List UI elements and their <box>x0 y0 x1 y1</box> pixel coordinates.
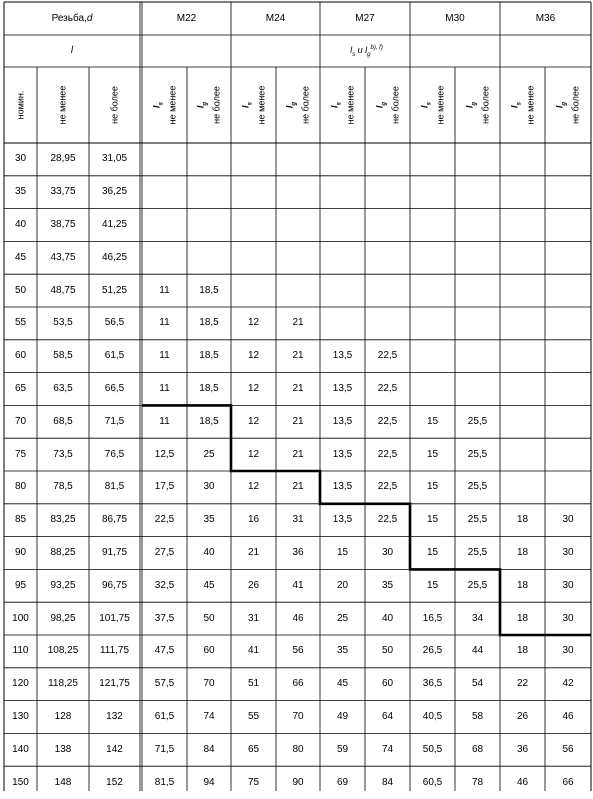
cell-lg <box>365 274 410 307</box>
cell-nom: 70 <box>14 415 27 427</box>
cell-lg: 74 <box>203 710 215 722</box>
cell-nom: 90 <box>14 546 27 558</box>
cell-lg: 31 <box>292 514 304 526</box>
cell-lg: 21 <box>292 317 304 329</box>
cell-ls <box>500 307 545 340</box>
col-header-lg: $l_g$ не более <box>195 86 222 124</box>
cell-ls: 17,5 <box>154 481 175 493</box>
cell-lg: 21 <box>292 448 304 460</box>
cell-ls: 40,5 <box>422 710 443 722</box>
cell-ls <box>500 209 545 242</box>
cell-lg <box>365 143 410 176</box>
cell-ls <box>500 274 545 307</box>
cell-ls: 18 <box>516 579 529 591</box>
cell-ls: 15 <box>426 546 439 558</box>
cell-ls: 36 <box>516 743 529 755</box>
cell-ls: 15 <box>426 579 439 591</box>
cell-lg <box>187 241 231 274</box>
cell-lg: 41 <box>292 579 304 591</box>
cell-ls: 59 <box>336 743 349 755</box>
cell-lg: 18,5 <box>199 415 219 427</box>
cell-min: 148 <box>54 776 72 788</box>
cell-nom: 120 <box>12 678 29 690</box>
cell-ls <box>500 373 545 406</box>
cell-ls: 13,5 <box>332 350 353 362</box>
cell-lg <box>365 241 410 274</box>
col-header-lg: $l_g$ не более <box>464 86 490 124</box>
cell-min: 118,25 <box>48 678 78 690</box>
cell-ls: 15 <box>426 481 439 493</box>
cell-nom: 110 <box>12 645 29 657</box>
cell-ls <box>410 373 455 406</box>
cell-lg: 30 <box>562 546 574 558</box>
cell-ls: 69 <box>336 776 349 788</box>
cell-lg: 25,5 <box>467 546 488 558</box>
cell-nom: 45 <box>14 251 27 263</box>
cell-ls: 13,5 <box>332 415 353 427</box>
cell-min: 38,75 <box>50 218 76 230</box>
cell-ls <box>320 143 365 176</box>
cell-ls: 18 <box>516 546 529 558</box>
cell-lg <box>187 143 231 176</box>
cell-max: 41,25 <box>101 218 128 230</box>
cell-lg <box>545 405 591 438</box>
cell-min: 138 <box>54 743 72 755</box>
col-header-ls: $l_s$ не менее <box>151 85 177 125</box>
cell-lg <box>455 241 500 274</box>
cell-min: 63,5 <box>53 382 73 394</box>
cell-max: 66,5 <box>104 382 125 394</box>
cell-min: 58,5 <box>53 350 73 362</box>
ls-lg-header <box>142 35 591 67</box>
cell-nom: 85 <box>14 514 27 526</box>
cell-ls: 15 <box>426 415 439 427</box>
cell-ls: 71,5 <box>154 743 175 755</box>
col-header-max: не более <box>109 86 119 124</box>
cell-ls: 15 <box>336 546 349 558</box>
cell-lg: 44 <box>471 645 484 657</box>
cell-ls <box>142 209 187 242</box>
cell-lg: 22,5 <box>377 514 398 526</box>
cell-ls <box>320 307 365 340</box>
cell-min: 33,75 <box>50 186 76 198</box>
cell-lg: 56 <box>562 743 574 755</box>
cell-ls: 31 <box>247 612 260 624</box>
cell-lg: 18,5 <box>199 382 219 394</box>
cell-lg: 30 <box>562 579 574 591</box>
cell-ls: 61,5 <box>154 710 175 722</box>
cell-lg <box>455 307 500 340</box>
cell-ls: 25 <box>336 612 349 624</box>
col-header-nom: номин. <box>15 90 25 120</box>
cell-lg <box>545 209 591 242</box>
cell-lg: 70 <box>292 710 304 722</box>
cell-nom: 100 <box>12 612 29 624</box>
cell-ls: 50,5 <box>422 743 443 755</box>
cell-lg: 25,5 <box>467 579 488 591</box>
cell-max: 71,5 <box>104 415 125 427</box>
cell-min: 98,25 <box>50 612 76 624</box>
cell-ls: 36,5 <box>422 678 443 690</box>
cell-lg: 34 <box>471 612 484 624</box>
cell-max: 121,75 <box>99 678 130 690</box>
cell-min: 78,5 <box>53 481 73 493</box>
cell-lg: 90 <box>292 776 304 788</box>
cell-ls: 55 <box>247 710 260 722</box>
cell-ls: 26 <box>516 710 529 722</box>
cell-lg <box>545 241 591 274</box>
cell-lg: 25,5 <box>467 481 488 493</box>
cell-lg: 30 <box>562 645 574 657</box>
cell-ls <box>410 340 455 373</box>
cell-max: 31,05 <box>101 153 128 165</box>
cell-ls: 18 <box>516 645 529 657</box>
cell-ls <box>500 143 545 176</box>
cell-max: 36,25 <box>101 186 128 198</box>
cell-ls: 13,5 <box>332 481 353 493</box>
col-header-min: не менее <box>57 85 68 125</box>
cell-lg <box>365 307 410 340</box>
cell-ls: 15 <box>426 514 439 526</box>
cell-lg <box>276 241 320 274</box>
cell-ls <box>320 241 365 274</box>
cell-lg <box>545 307 591 340</box>
cell-min: 88,25 <box>50 546 76 558</box>
cell-lg: 74 <box>381 743 394 755</box>
cell-min: 93,25 <box>50 579 76 591</box>
cell-ls: 46 <box>516 776 529 788</box>
cell-lg: 18,5 <box>199 317 219 329</box>
thread-header-symbol: d <box>86 12 93 24</box>
cell-ls: 47,5 <box>154 645 175 657</box>
cell-max: 132 <box>106 710 123 722</box>
cell-nom: 130 <box>12 710 29 722</box>
cell-lg: 58 <box>471 710 484 722</box>
cell-ls <box>231 176 276 209</box>
cell-ls: 15 <box>426 448 439 460</box>
cell-lg: 40 <box>381 612 394 624</box>
cell-ls: 12 <box>247 350 260 362</box>
cell-ls: 12 <box>247 317 260 329</box>
cell-max: 152 <box>106 776 123 788</box>
cell-lg: 66 <box>292 678 304 690</box>
cell-max: 61,5 <box>104 350 125 362</box>
col-header-ls: $l_s$ не менее <box>419 85 445 125</box>
cell-min: 128 <box>54 710 72 722</box>
cell-lg: 36 <box>292 546 304 558</box>
cell-ls: 57,5 <box>154 678 175 690</box>
cell-ls <box>410 241 455 274</box>
cell-lg <box>455 143 500 176</box>
cell-ls: 18 <box>516 514 529 526</box>
cell-ls: 11 <box>159 350 170 362</box>
cell-ls <box>320 274 365 307</box>
cell-ls: 60,5 <box>422 776 443 788</box>
cell-lg: 25 <box>203 448 215 460</box>
cell-ls <box>231 241 276 274</box>
cell-nom: 50 <box>14 284 27 296</box>
cell-lg: 30 <box>203 481 215 493</box>
cell-ls: 11 <box>159 317 170 329</box>
cell-lg: 21 <box>292 382 304 394</box>
cell-lg: 22,5 <box>377 481 398 493</box>
thread-header <box>4 2 140 35</box>
cell-lg: 68 <box>471 743 484 755</box>
cell-ls <box>500 438 545 471</box>
cell-ls: 11 <box>159 284 170 296</box>
length-symbol: l <box>70 45 74 56</box>
cell-max: 46,25 <box>101 251 128 263</box>
cell-ls: 41 <box>247 645 260 657</box>
cell-lg: 22,5 <box>377 448 398 460</box>
cell-lg: 21 <box>292 350 304 362</box>
cell-ls <box>410 274 455 307</box>
cell-lg <box>365 209 410 242</box>
cell-nom: 35 <box>14 186 27 198</box>
cell-min: 108,25 <box>47 645 79 657</box>
cell-ls <box>500 176 545 209</box>
cell-max: 51,25 <box>101 284 128 296</box>
cell-lg: 66 <box>562 776 574 788</box>
cell-ls: 12,5 <box>154 448 175 460</box>
cell-nom: 75 <box>14 448 27 460</box>
cell-lg <box>455 373 500 406</box>
cell-nom: 30 <box>14 153 27 165</box>
cell-lg: 50 <box>203 612 215 624</box>
cell-lg: 42 <box>562 678 574 690</box>
cell-lg <box>276 274 320 307</box>
cell-ls: 22 <box>516 678 529 690</box>
cell-max: 91,75 <box>101 546 128 558</box>
cell-lg: 80 <box>292 743 304 755</box>
cell-lg <box>545 143 591 176</box>
cell-lg: 25,5 <box>467 415 488 427</box>
cell-ls: 27,5 <box>154 546 175 558</box>
cell-ls: 81,5 <box>154 776 175 788</box>
cell-lg: 25,5 <box>467 514 488 526</box>
cell-lg <box>455 340 500 373</box>
cell-lg: 84 <box>381 776 394 788</box>
cell-ls: 26 <box>247 579 260 591</box>
cell-ls: 16,5 <box>422 612 443 624</box>
cell-ls <box>142 143 187 176</box>
cell-lg: 22,5 <box>377 415 398 427</box>
size-header-m22: M22 <box>176 12 197 24</box>
cell-max: 101,75 <box>99 612 130 624</box>
cell-lg <box>455 274 500 307</box>
cell-lg: 64 <box>381 710 394 722</box>
cell-lg: 46 <box>562 710 574 722</box>
cell-nom: 95 <box>14 579 27 591</box>
cell-ls: 16 <box>247 514 260 526</box>
cell-ls: 45 <box>336 678 349 690</box>
size-header-m24: M24 <box>265 12 286 24</box>
cell-ls: 35 <box>336 645 349 657</box>
cell-lg: 21 <box>292 481 304 493</box>
cell-ls: 49 <box>336 710 349 722</box>
size-header-m27: M27 <box>355 12 375 24</box>
cell-lg: 30 <box>562 612 574 624</box>
cell-nom: 55 <box>14 317 27 329</box>
cell-ls: 75 <box>247 776 260 788</box>
cell-lg <box>365 176 410 209</box>
cell-lg <box>545 373 591 406</box>
cell-ls <box>231 143 276 176</box>
cell-ls <box>320 209 365 242</box>
cell-lg: 94 <box>203 776 215 788</box>
col-header-ls: $l_s$ не менее <box>509 85 535 125</box>
col-header-lg: $l_g$ не более <box>374 86 400 124</box>
cell-ls: 18 <box>516 612 529 624</box>
cell-ls: 22,5 <box>154 514 175 526</box>
cell-ls: 26,5 <box>422 645 443 657</box>
cell-ls <box>142 241 187 274</box>
cell-min: 73,5 <box>53 448 73 460</box>
length-header <box>4 35 140 67</box>
cell-max: 96,75 <box>101 579 128 591</box>
col-header-ls: $l_s$ не менее <box>329 85 355 125</box>
cell-lg: 35 <box>381 579 394 591</box>
cell-lg: 22,5 <box>377 382 398 394</box>
cell-nom: 80 <box>14 481 27 493</box>
cell-ls <box>500 241 545 274</box>
cell-lg: 56 <box>292 645 304 657</box>
cell-lg: 40 <box>203 546 215 558</box>
cell-ls: 32,5 <box>154 579 175 591</box>
cell-lg: 18,5 <box>199 350 219 362</box>
cell-ls <box>231 209 276 242</box>
cell-lg <box>545 340 591 373</box>
cell-ls: 12 <box>247 448 260 460</box>
cell-lg: 30 <box>562 514 574 526</box>
size-header-m30: M30 <box>445 12 465 24</box>
cell-lg: 60 <box>203 645 215 657</box>
cell-min: 83,25 <box>50 514 76 526</box>
cell-lg <box>455 209 500 242</box>
cell-nom: 40 <box>14 218 27 230</box>
cell-lg: 35 <box>203 514 215 526</box>
cell-ls: 37,5 <box>154 612 175 624</box>
size-header-m36: M36 <box>535 12 556 24</box>
cell-lg: 78 <box>471 776 484 788</box>
col-header-lg: $l_g$ не более <box>554 86 581 124</box>
cell-lg: 60 <box>381 678 394 690</box>
cell-lg: 30 <box>381 546 394 558</box>
cell-lg: 50 <box>381 645 394 657</box>
thread-header-label: Резьба, <box>51 12 87 24</box>
cell-ls <box>500 471 545 504</box>
cell-lg: 21 <box>292 415 304 427</box>
cell-ls <box>410 143 455 176</box>
cell-ls: 51 <box>247 678 260 690</box>
cell-ls <box>410 176 455 209</box>
cell-lg <box>276 143 320 176</box>
cell-lg <box>545 471 591 504</box>
cell-ls: 12 <box>247 481 260 493</box>
cell-max: 81,5 <box>104 481 125 493</box>
cell-lg <box>187 176 231 209</box>
cell-ls: 12 <box>247 382 260 394</box>
col-header-ls: $l_s$ не менее <box>240 85 266 125</box>
cell-lg: 25,5 <box>467 448 488 460</box>
cell-max: 111,75 <box>99 645 130 657</box>
cell-lg: 84 <box>203 743 215 755</box>
cell-max: 76,5 <box>104 448 125 460</box>
cell-min: 53,5 <box>53 317 73 329</box>
cell-max: 56,5 <box>104 317 125 329</box>
cell-nom: 150 <box>12 776 29 788</box>
col-header-lg: $l_g$ не более <box>284 86 311 124</box>
cell-ls: 20 <box>336 579 349 591</box>
cell-lg: 70 <box>203 678 215 690</box>
cell-nom: 60 <box>14 350 27 362</box>
cell-lg: 54 <box>471 678 484 690</box>
cell-lg <box>187 209 231 242</box>
cell-ls <box>500 405 545 438</box>
cell-lg: 45 <box>203 579 215 591</box>
cell-lg: 18,5 <box>199 284 219 296</box>
ls-lg-label: $l_s$ и $l_g^{b), f)}$ <box>350 44 383 58</box>
cell-min: 68,5 <box>53 415 73 427</box>
cell-nom: 140 <box>12 743 29 755</box>
cell-min: 48,75 <box>50 284 76 296</box>
cell-ls: 65 <box>247 743 260 755</box>
cell-min: 43,75 <box>50 251 76 263</box>
cell-lg <box>545 176 591 209</box>
cell-ls: 21 <box>247 546 260 558</box>
cell-ls: 11 <box>159 415 170 427</box>
cell-ls <box>231 274 276 307</box>
cell-min: 28,95 <box>50 153 76 165</box>
cell-ls <box>500 340 545 373</box>
cell-max: 86,75 <box>101 514 128 526</box>
cell-lg <box>276 209 320 242</box>
cell-lg: 22,5 <box>377 350 398 362</box>
cell-ls <box>142 176 187 209</box>
cell-ls: 11 <box>159 382 170 394</box>
cell-lg <box>545 438 591 471</box>
cell-max: 142 <box>106 743 123 755</box>
cell-lg <box>545 274 591 307</box>
cell-lg: 46 <box>292 612 304 624</box>
cell-nom: 65 <box>14 382 27 394</box>
cell-lg <box>276 176 320 209</box>
cell-ls <box>410 307 455 340</box>
cell-ls: 13,5 <box>332 448 353 460</box>
cell-lg <box>455 176 500 209</box>
cell-ls <box>410 209 455 242</box>
cell-ls: 12 <box>247 415 260 427</box>
cell-ls: 13,5 <box>332 514 353 526</box>
cell-ls: 13,5 <box>332 382 353 394</box>
cell-ls <box>320 176 365 209</box>
